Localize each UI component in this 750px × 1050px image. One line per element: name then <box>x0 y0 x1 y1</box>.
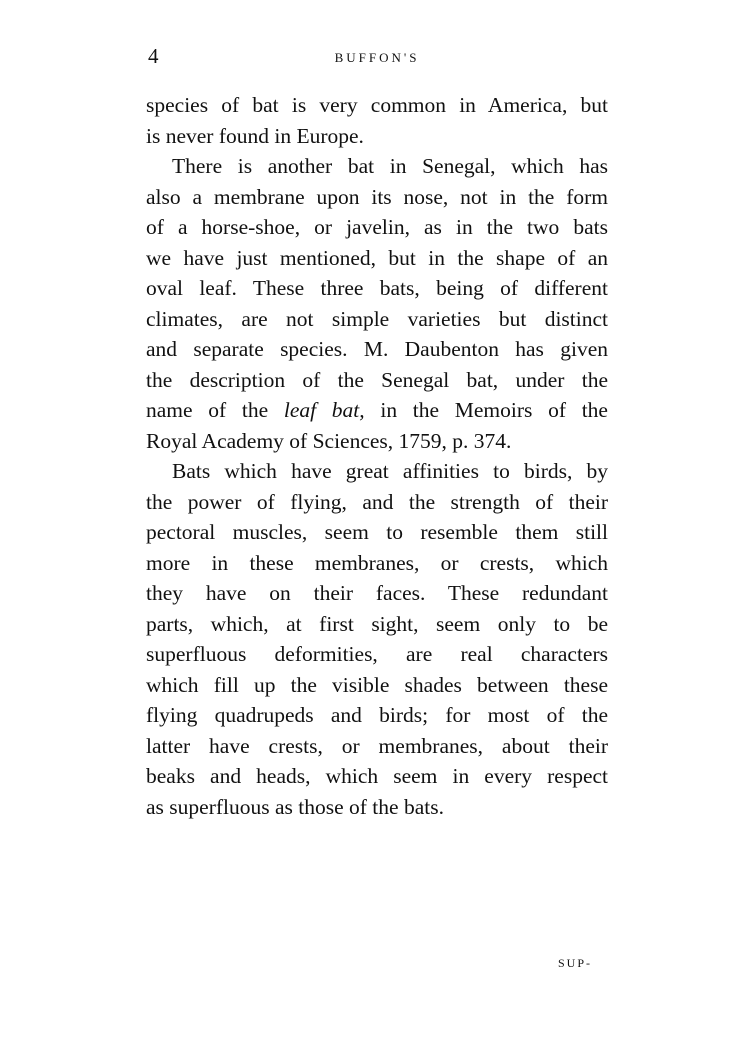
text-line: the power of flying, and the strength of their <box>146 489 608 514</box>
text-line: they have on their faces. These redundant <box>146 581 608 605</box>
text-fragment: in the Memoirs of the <box>364 398 608 422</box>
text-line-with-italic <box>146 395 608 426</box>
italic-term: leaf bat, <box>283 398 365 422</box>
text-line: flying quadrupeds and birds; for most of the <box>146 703 608 727</box>
text-line: There is another bat in Senegal, which has <box>172 154 608 178</box>
text-line: also a membrane upon its nose, not in the form <box>146 184 608 209</box>
page-header <box>146 44 608 74</box>
text-line: species of bat is very common in America, but <box>146 93 608 117</box>
text-line: beaks and heads, which seem in every respect <box>146 764 608 788</box>
text-line: more in these membranes, or crests, which <box>146 550 608 575</box>
body-text <box>146 90 608 822</box>
paragraph-3 <box>146 456 608 822</box>
text-line: as superfluous as those of the bats. <box>146 794 444 819</box>
text-line: latter have crests, or membranes, about their <box>146 733 608 758</box>
text-line: climates, are not simple varieties but distinct <box>146 306 608 331</box>
text-fragment: name of the <box>146 398 284 422</box>
running-head: BUFFON'S <box>334 50 420 65</box>
text-line: Bats which have great affinities to birds, by <box>172 459 608 483</box>
paragraph-1 <box>146 90 608 151</box>
paragraph-2 <box>146 151 608 456</box>
text-line: Royal Academy of Sciences, 1759, p. 374. <box>146 428 512 453</box>
text-line: and separate species. M. Daubenton has given <box>146 337 608 361</box>
text-line: we have just mentioned, but in the shape of an <box>146 245 608 270</box>
text-line: of a horse-shoe, or javelin, as in the two bats <box>146 215 608 239</box>
text-line: oval leaf. These three bats, being of different <box>146 276 608 300</box>
text-line: is never found in Europe. <box>146 123 364 148</box>
text-line: which fill up the visible shades between these <box>146 672 608 697</box>
text-line: superfluous deformities, are real characters <box>146 642 608 666</box>
text-line: pectoral muscles, seem to resemble them still <box>146 520 608 544</box>
catchword: SUP- <box>558 956 593 970</box>
text-line: parts, which, at first sight, seem only to be <box>146 611 608 636</box>
page-number: 4 <box>148 44 159 68</box>
text-line: the description of the Senegal bat, under the <box>146 367 608 392</box>
